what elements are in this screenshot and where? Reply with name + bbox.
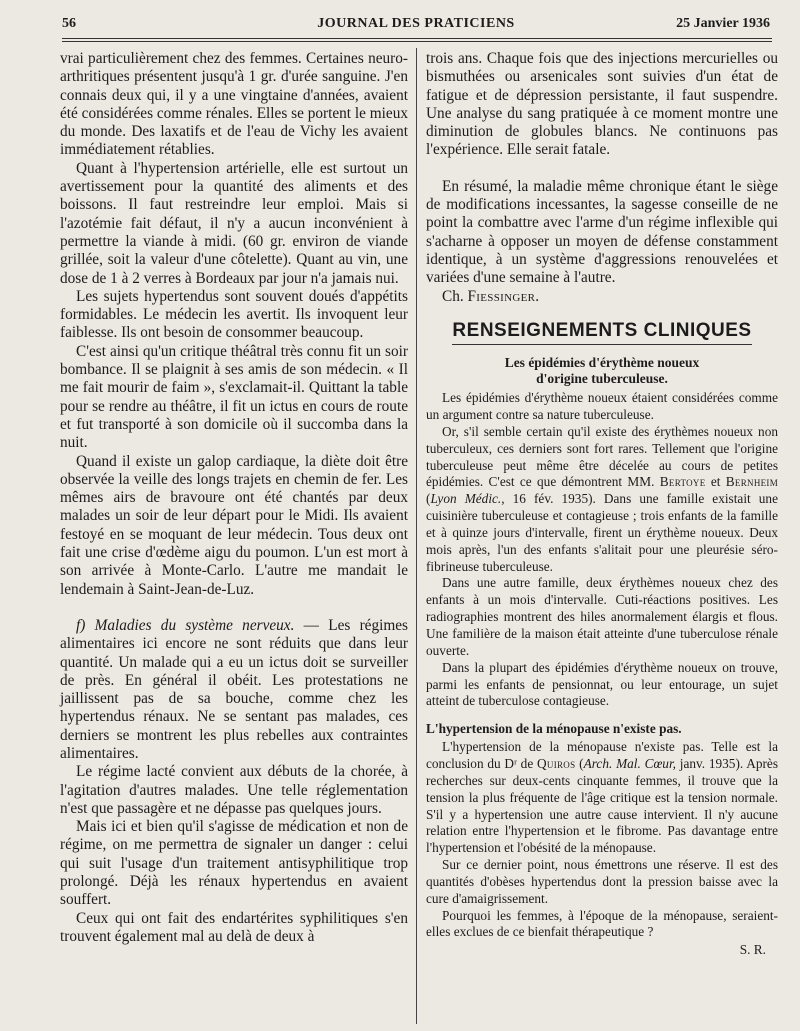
paragraph: Quant à l'hypertension artérielle, elle est surtout un avertissement pour la quantité des aliments et des boissons. Il faut restreindre leur emploi. Mais si l'azotémie fait défaut, il n'y a aucun inconvénient à permettre la viande à midi. (60 gr. environ de viande grillée, soit la valeur d'une côtelette). Quant au vin, une dose de 1 à 2 verres à Bordeaux par jour n'a jamais nui. (60, 159, 408, 287)
article-body (426, 739, 778, 941)
paragraph: Le régime lacté convient aux débuts de la chorée, à l'agitation d'autres malades. Une telle réglementation n'est que passagère et ne dépasse pas quelques jours. (60, 763, 408, 817)
section-f-paragraph (60, 617, 408, 763)
paragraph: vrai particulièrement chez des femmes. Certaines neuro-arthritiques présentent jusqu'à 1 gr. d'urée sanguine. J'en connais deux qui, il y a une vingtaine d'années, avaient été considérées comme rénales. Elles se portent le mieux du monde. Des laxatifs et de l'eau de Vichy les avaient immédiatement rétablies. (60, 50, 408, 159)
paragraph: Ceux qui ont fait des endartérites syphilitiques s'en trouvent également mal au delà de deux à (60, 909, 408, 945)
article-title: L'hypertension de la ménopause n'existe pas. (426, 721, 682, 737)
header-rule (62, 38, 772, 39)
header-rule-secondary (62, 41, 772, 42)
section-f-text: — Les régimes alimentaires ici encore ne sont réduits que dans leur quantité. Un malade qui a eu un ictus doit se surveiller de près. En général il obéit. Les protestations ne jaillissent pas de sa bouche, comme chez les hypertendus rénaux. Ne se sentant pas malades, ces derniers se montrent les plus rebelles aux contraintes alimentaires. (60, 616, 409, 762)
paragraph: L'hypertension de la ménopause n'existe pas. Telle est la conclusion du Dʳ de Quiros (Arch. Mal. Cœur, janv. 1935). Après recherches sur deux-cents cinquante femmes, il trouve que la tension la plus fréquente de l'âge critique est la tension normale. S'il y a hypertension une autre cause intervient. Il n'y aucune relation entre l'hypertension et le fibrome. Pas davantage entre l'hypertension et l'obésité de la ménopause. (426, 739, 778, 856)
article-title: Les épidémies d'érythème noueux d'origine tuberculeuse. (504, 355, 700, 387)
paragraph: Dans une autre famille, deux érythèmes noueux chez des enfants à un mois d'intervalle. Cuti-réactions positives. Les radiographies montrent des hiles anormalement élargis et flous. Une familière de la maison était atteinte d'une tuberculose rénale ouverte. (426, 575, 778, 658)
summary-paragraph: En résumé, la maladie même chronique étant le siège de modifications incessantes, la sagesse conseille de ne point la combattre avec l'arme d'un régime inflexible qui s'acharne à opposer un moyen de défense constamment identique, à un système d'aggressions renouvelées et variées d'une semaine à l'autre. (426, 177, 778, 287)
page-number: 56 (62, 16, 76, 31)
paragraph: C'est ainsi qu'un critique théâtral très connu fit un soir bombance. Il se plaignit à ses amis de son médecin. « Il me fait mourir de faim », s'exclamait-il. Quittant la table pour se rendre au théâtre, il fit un ictus en cours de route et fut transporté à son domicile où il succomba dans la nuit. (60, 342, 408, 452)
article-signature: S. R. (739, 942, 766, 958)
paragraph: Les sujets hypertendus sont souvent doués d'appétits formidables. Le médecin les avertit. Ils invoquent leur faiblesse. Ils ont besoin de consommer beaucoup. (60, 287, 408, 342)
paragraph: Quand il existe un galop cardiaque, la diète doit être observée la veille des longs trajets en chemin de fer. Les mêmes airs de bravoure ont été chantés par deux malades un soir de leur départ pour le Midi. Ils avaient festoyé en se moquant de leur médecin. Tous deux ont fait une crise d'œdème aigu du poumon. L'un est mort à son arrivée à Monte-Carlo. L'autre me mandait le lendemain à Saint-Jean-de-Luz. (60, 452, 408, 598)
paragraph: Dans la plupart des épidémies d'érythème noueux on trouve, parmi les enfants de pensionnat, ou leur entourage, un sujet atteint de tuberculose contagieuse. (426, 659, 778, 709)
paragraph: Les épidémies d'érythème noueux étaient considérées comme un argument contre sa nature tuberculeuse. (426, 390, 778, 422)
paragraph: Or, s'il semble certain qu'il existe des érythèmes noueux non tuberculeux, ces derniers sont fort rares. Tellement que l'origine tuberculeuse peut même être décelée au cours de petites épidémies. C'est ce que démontrent MM. Bertoye et Bernheim (Lyon Médic., 16 fév. 1935). Dans une famille existait une cuisinière tuberculeuse et contagieuse ; trois enfants de la famille et à quinze jours d'intervalle, firent un érythème noueux. Deux mois après, l'un des enfants s'alitait pour une pleurésie séro-fibrineuse tuberculeuse. (426, 423, 779, 574)
paragraph: Pourquoi les femmes, à l'époque de la ménopause, seraient-elles exclues de ce bienfait thérapeutique ? (426, 907, 778, 940)
author-signature: Ch. Fiessinger. (442, 287, 540, 305)
article-body (426, 390, 778, 710)
column-divider (416, 48, 417, 1024)
issue-date: 25 Janvier 1936 (676, 16, 770, 31)
left-column (60, 50, 408, 946)
section-f-heading: f) Maladies du système nerveux. (76, 616, 295, 634)
paragraph: trois ans. Chaque fois que des injections mercurielles ou bismuthées ou arsenicales sont suivies d'un état de fatigue et de dépression persistante, il faut suspendre. Une analyse du sang pratiquée à ce moment montre une diminution de globules blancs. Ne continuons pas l'expérience. Elle serait fatale. (426, 50, 778, 159)
section-title: RENSEIGNEMENTS CLINIQUES (452, 319, 752, 341)
paragraph: Sur ce dernier point, nous émettrons une réserve. Il est des quantités d'obèses hypertendus dont la pression baisse avec la cure d'amaigrissement. (426, 857, 778, 906)
section-title-rule (452, 344, 752, 345)
paragraph: Mais ici et bien qu'il s'agisse de médication et non de régime, on me permettra de signaler un danger : celui qui suit l'usage d'un traitement antisyphilitique trop prolongé. Déjà les rénaux hypertendus en avaient souffert. (60, 818, 408, 909)
journal-title: JOURNAL DES PRATICIENS (317, 16, 515, 31)
page-header (62, 16, 770, 40)
right-column (426, 50, 778, 960)
